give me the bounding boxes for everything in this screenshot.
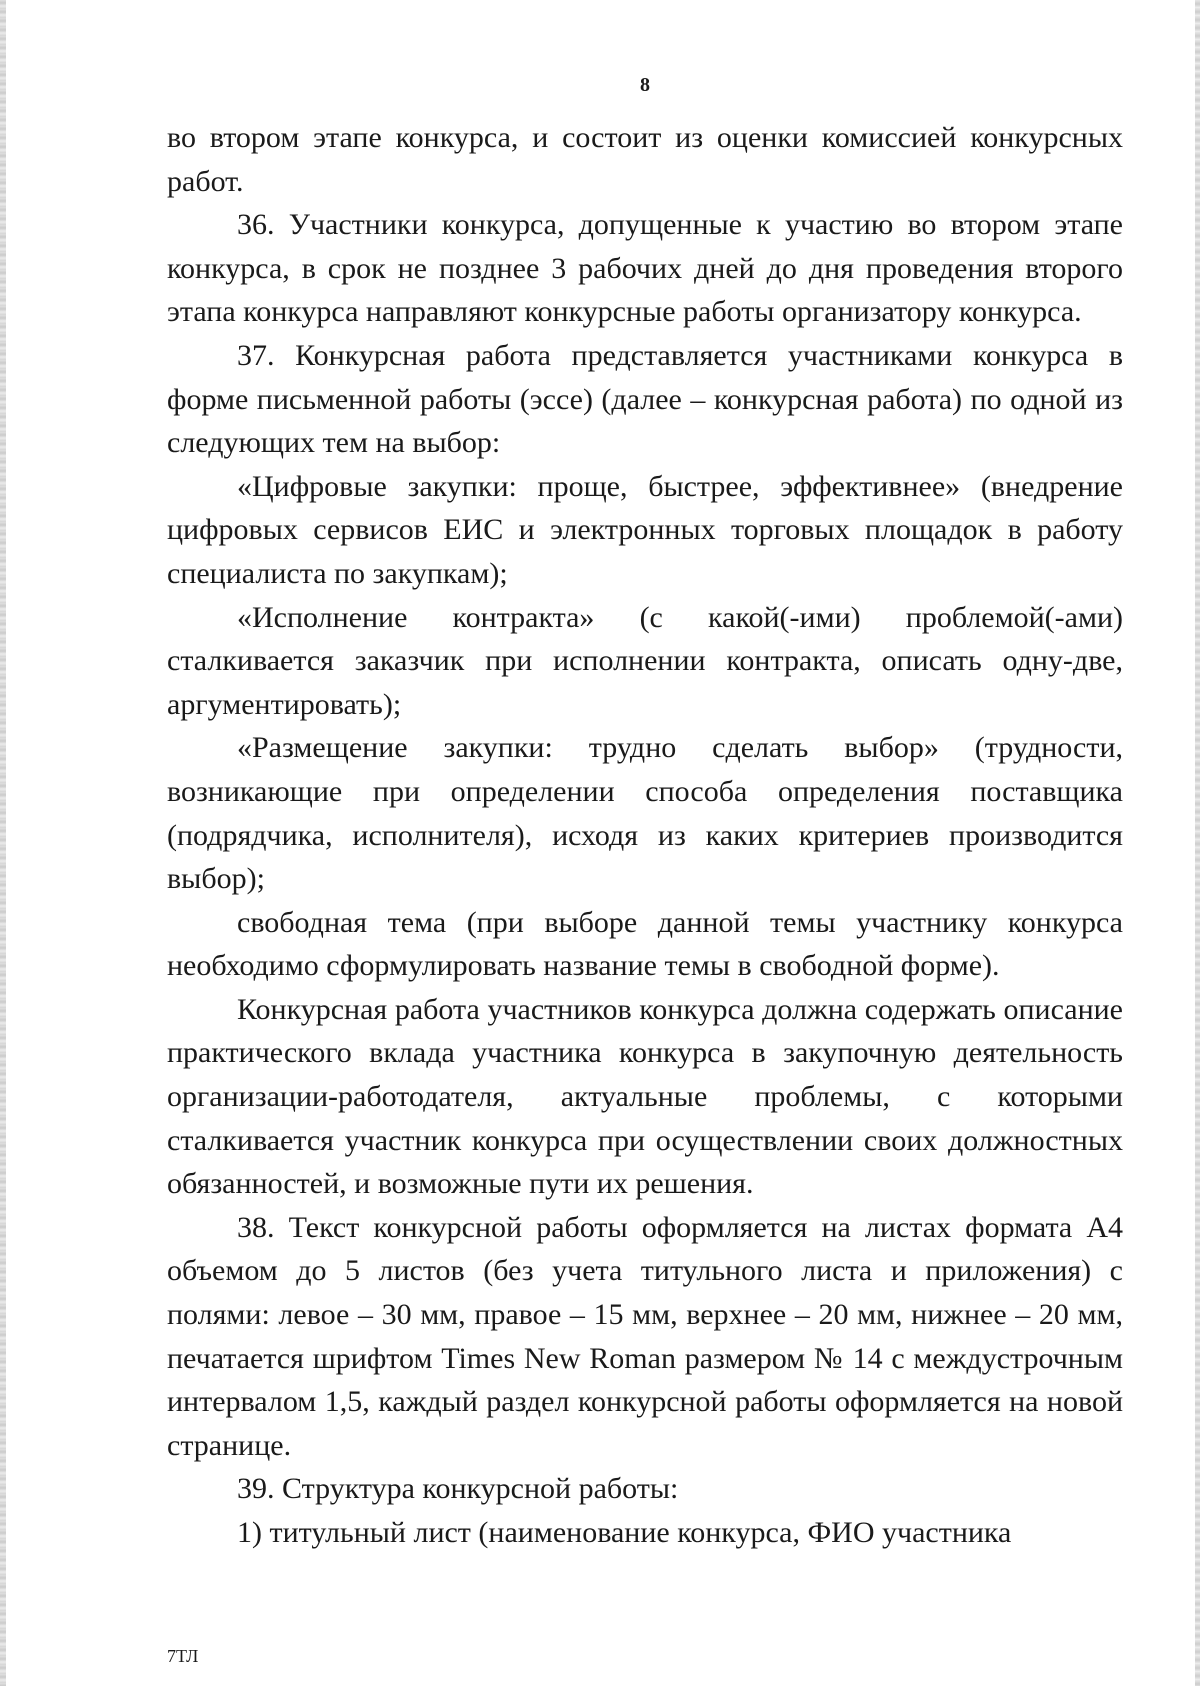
paragraph: 1) титульный лист (наименование конкурса, ФИО участника (237, 1516, 1012, 1549)
paragraph: «Размещение закупки: трудно сделать выбор» (трудности, возникающие при определении способа определения поставщика (подрядчика, исполнителя), исходя из каких критериев производится выбор); (167, 731, 1123, 896)
paragraph: «Цифровые закупки: проще, быстрее, эффективнее» (внедрение цифровых сервисов ЕИС и электронных торговых площадок в работу специалиста по закупкам); (167, 469, 1123, 590)
scan-edge-right (1195, 0, 1200, 1686)
footer-code: 7ТЛ (167, 1646, 199, 1666)
paragraph: свободная тема (при выборе данной темы участнику конкурса необходимо сформулировать название темы в свободной форме). (167, 905, 1123, 983)
paragraph: Конкурсная работа участников конкурса должна содержать описание практического вклада участника конкурса в закупочную деятельность организации-работодателя, актуальные проблемы, с которыми сталкивается участник конкурса при осуществлении своих должностных обязанностей, и возможные пути их решения. (167, 992, 1123, 1201)
paragraph: 38. Текст конкурсной работы оформляется на листах формата А4 объемом до 5 листов (без учета титульного листа и приложения) с полями: левое – 30 мм, правое – 15 мм, верхнее – 20 мм, нижнее – 20 мм, печатается шрифтом Times New Roman размером № 14 с междустрочным интервалом 1,5, каждый раздел конкурсной работы оформляется на новой странице. (167, 1210, 1123, 1462)
paragraph: 36. Участники конкурса, допущенные к участию во втором этапе конкурса, в срок не позднее 3 рабочих дней до дня проведения второго этапа конкурса направляют конкурсные работы организатору конкурса. (167, 208, 1123, 329)
document-body (167, 116, 1123, 1555)
paragraph: 39. Структура конкурсной работы: (237, 1472, 679, 1506)
paragraph: 37. Конкурсная работа представляется участниками конкурса в форме письменной работы (эссе) (далее – конкурсная работа) по одной из следующих тем на выбор: (167, 338, 1123, 460)
scan-edge-left (0, 0, 6, 1686)
paragraph: «Исполнение контракта» (с какой(-ими) проблемой(-ами) сталкивается заказчик при исполнении контракта, описать одну-две, аргументировать); (167, 600, 1123, 721)
page-number: 8 (640, 74, 650, 96)
paragraph: во втором этапе конкурса, и состоит из оценки комиссией конкурсных работ. (167, 121, 1123, 198)
